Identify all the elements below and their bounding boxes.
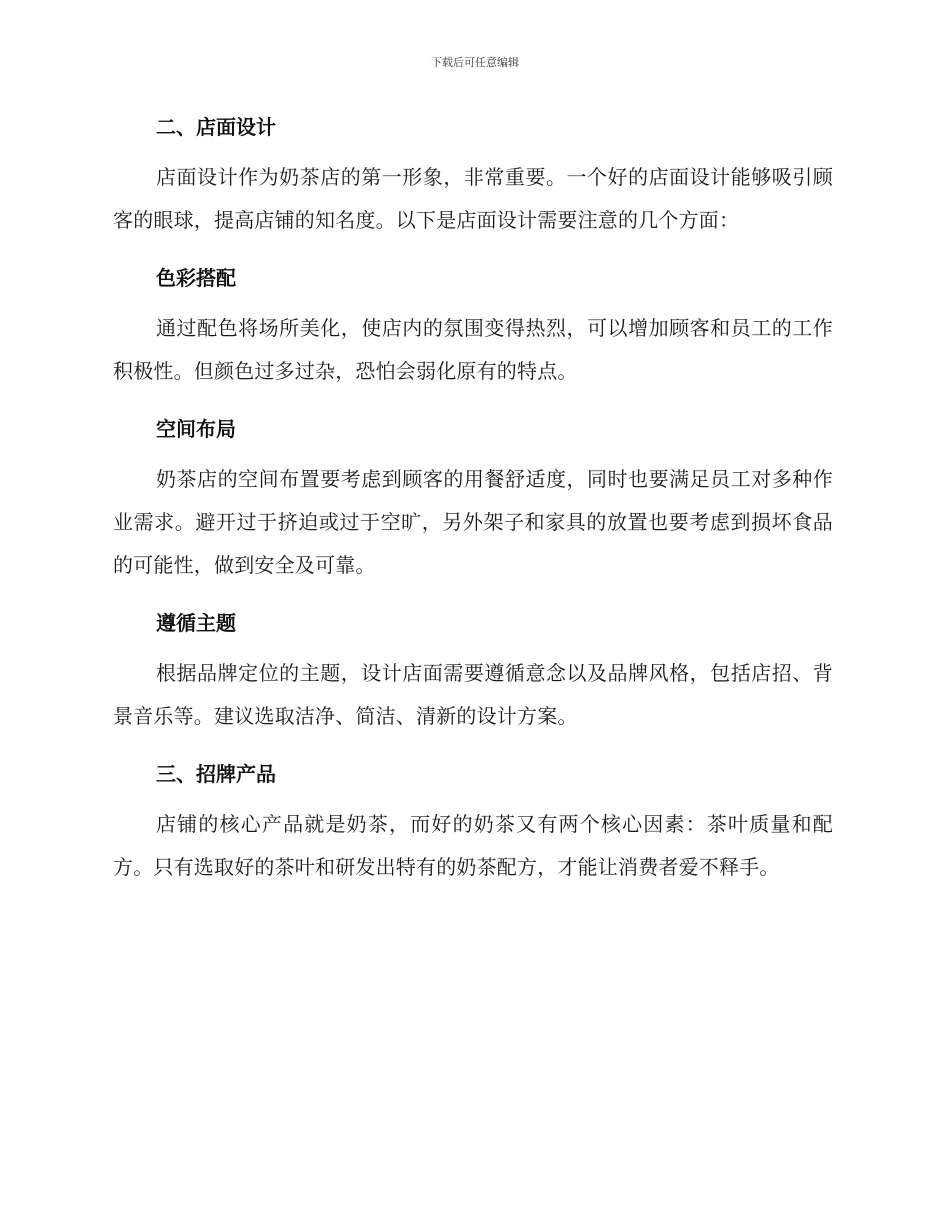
- paragraph-color-matching: 通过配色将场所美化，使店内的氛围变得热烈，可以增加顾客和员工的工作积极性。但颜色过多过杂，恐怕会弱化原有的特点。: [113, 316, 833, 383]
- paragraph-follow-theme: 根据品牌定位的主题，设计店面需要遵循意念以及品牌风格，包括店招、背景音乐等。建议选取洁净、简洁、清新的设计方案。: [113, 661, 833, 728]
- section-heading-follow-theme: 遵循主题: [156, 611, 236, 635]
- document-body: [113, 108, 833, 889]
- section-heading-storefront-design: 二、店面设计: [156, 115, 276, 139]
- section-heading-color-matching: 色彩搭配: [156, 266, 236, 290]
- section-heading-space-layout: 空间布局: [156, 417, 236, 441]
- paragraph-signature-products: 店铺的核心产品就是奶茶，而好的奶茶又有两个核心因素：茶叶质量和配方。只有选取好的茶叶和研发出特有的奶茶配方，才能让消费者爱不释手。: [113, 812, 833, 879]
- paragraph-space-layout: 奶茶店的空间布置要考虑到顾客的用餐舒适度，同时也要满足员工对多种作业需求。避开过于挤迫或过于空旷，另外架子和家具的放置也要考虑到损坏食品的可能性，做到安全及可靠。: [113, 467, 833, 577]
- paragraph-storefront-design: 店面设计作为奶茶店的第一形象，非常重要。一个好的店面设计能够吸引顾客的眼球，提高店铺的知名度。以下是店面设计需要注意的几个方面：: [113, 165, 833, 232]
- section-heading-signature-products: 三、招牌产品: [156, 762, 276, 786]
- header-note: 下载后可任意编辑: [431, 56, 519, 69]
